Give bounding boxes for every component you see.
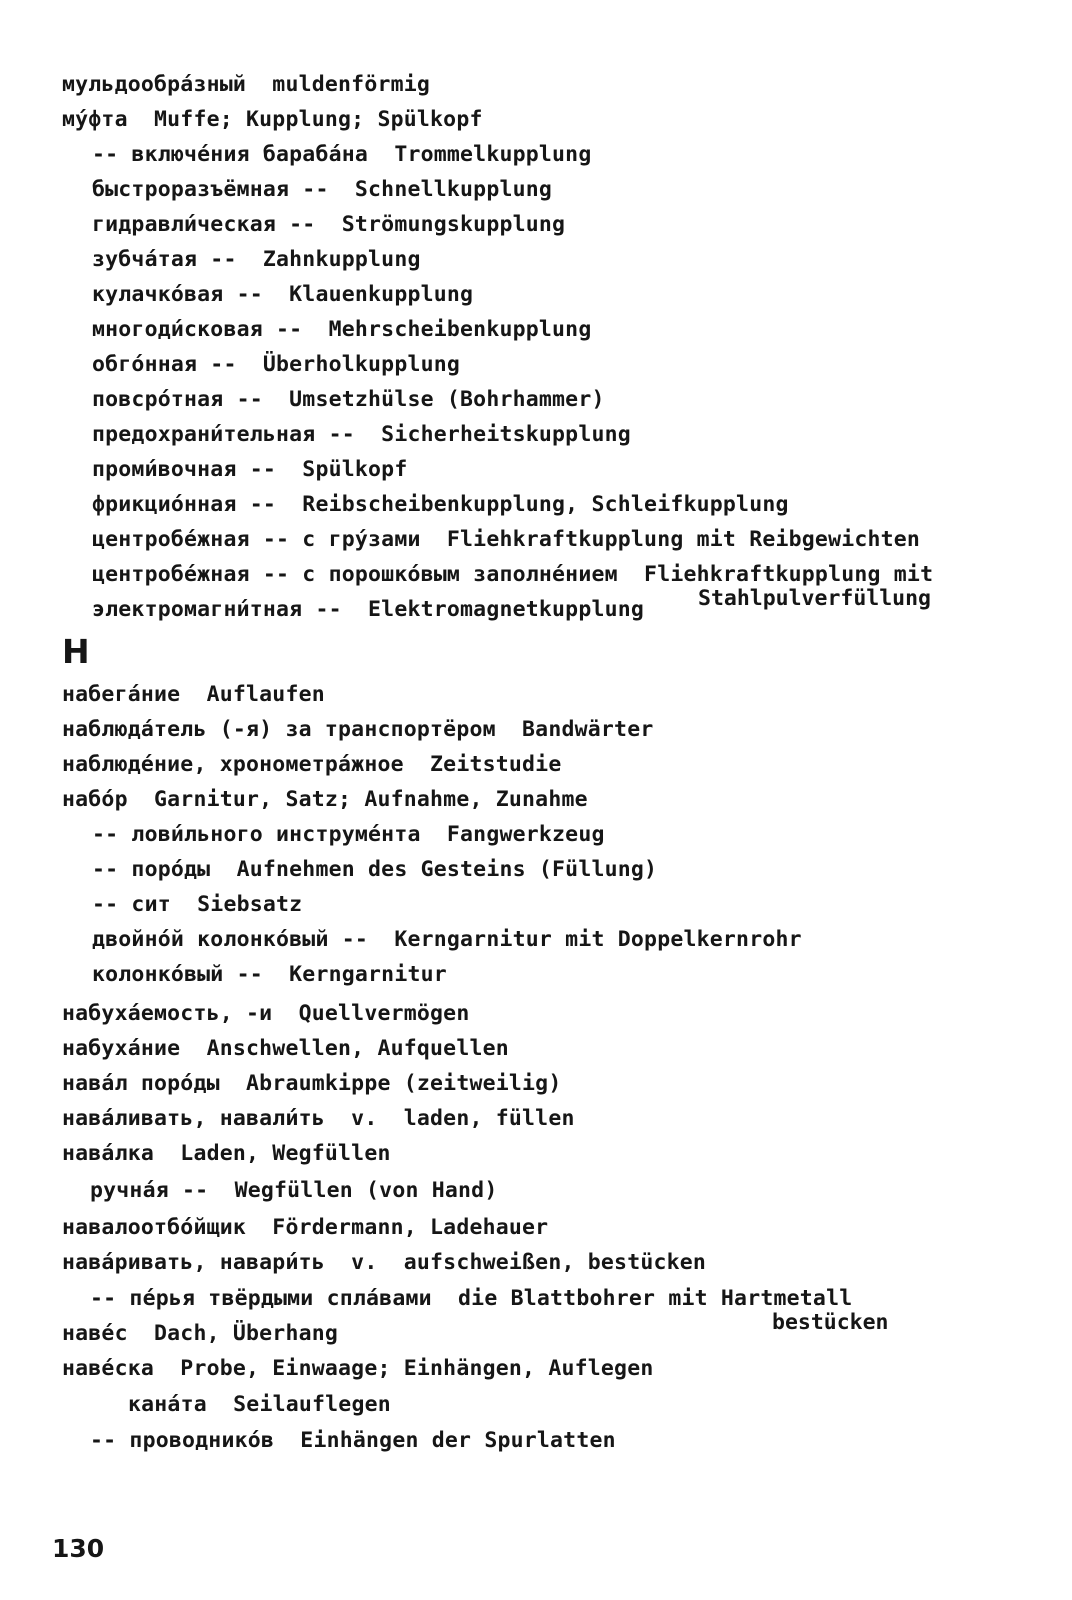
entry-line: -- поро́ды Aufnehmen des Gesteins (Füllung)	[92, 857, 658, 882]
entry-line: многоди́сковая -- Mehrscheibenkupplung	[92, 317, 592, 342]
entry-line: обго́нная -- Überholkupplung	[92, 352, 461, 377]
entry-line: набо́р Garnitur, Satz; Aufnahme, Zunahme	[62, 787, 588, 812]
entry-line: навалоотбо́йщик Fördermann, Ladehauer	[62, 1215, 549, 1240]
entry-continuation: bestücken	[772, 1310, 889, 1335]
entry-line: центробе́жная -- с гру́зами Fliehkraftkupplung mit Reibgewichten	[92, 527, 921, 552]
entry-line: наве́ска Probe, Einwaage; Einhängen, Auflegen	[62, 1356, 654, 1381]
section-letter: Н	[62, 632, 90, 671]
page-number: 130	[52, 1534, 105, 1563]
entry-line: кана́та Seilauflegen	[128, 1392, 391, 1417]
entry-line: -- включе́ния бараба́на Trommelkupplung	[92, 142, 592, 167]
entry-line: наблюда́тель (-я) за транспортёром Bandwärter	[62, 717, 654, 742]
entry-line: быстроразъёмная -- Schnellkupplung	[92, 177, 553, 202]
entry-line: наблюде́ние, хронометра́жное Zeitstudie	[62, 752, 562, 777]
entry-line: фрикцио́нная -- Reibscheibenkupplung, Schleifkupplung	[92, 492, 789, 517]
entry-line: кулачко́вая -- Klauenkupplung	[92, 282, 474, 307]
entry-line: -- сит Siebsatz	[92, 892, 303, 917]
entry-line: проми́вочная -- Spülkopf	[92, 457, 408, 482]
entry-line: ручна́я -- Wegfüllen (von Hand)	[90, 1178, 498, 1203]
entry-continuation: Stahlpulverfüllung	[698, 586, 931, 611]
entry-line: му́фта Muffe; Kupplung; Spülkopf	[62, 107, 483, 132]
entry-line: -- лови́льного инструме́нта Fangwerkzeug	[92, 822, 605, 847]
entry-line: нава́л поро́ды Abraumkippe (zeitweilig)	[62, 1071, 562, 1096]
entry-line: электромагни́тная -- Elektromagnetkupplung	[92, 597, 645, 622]
entry-line: повсро́тная -- Umsetzhülse (Bohrhammer)	[92, 387, 605, 412]
entry-line: нава́ривать, навари́ть v. aufschweißen, bestücken	[62, 1250, 707, 1275]
entry-line: -- проводнико́в Einhängen der Spurlatten	[90, 1428, 616, 1453]
entry-line: набуха́емость, -и Quellvermögen	[62, 1001, 470, 1026]
entry-line: нава́лка Laden, Wegfüllen	[62, 1141, 391, 1166]
entry-line: -- пе́рья твёрдыми спла́вами die Blattbohrer mit Hartmetall	[90, 1286, 853, 1311]
entry-line: наве́с Dach, Überhang	[62, 1321, 339, 1346]
entry-line: набега́ние Auflaufen	[62, 682, 325, 707]
entry-line: гидравли́ческая -- Strömungskupplung	[92, 212, 566, 237]
entry-line: центробе́жная -- с порошко́вым заполне́нием Fliehkraftkupplung mit	[92, 562, 934, 587]
entry-line: двойно́й колонко́вый -- Kerngarnitur mit Doppelkernrohr	[92, 927, 802, 952]
entry-line: набуха́ние Anschwellen, Aufquellen	[62, 1036, 509, 1061]
entry-line: зубча́тая -- Zahnkupplung	[92, 247, 421, 272]
entry-line: колонко́вый -- Kerngarnitur	[92, 962, 447, 987]
entry-line: мульдообра́зный muldenförmig	[62, 72, 431, 97]
entry-line: предохрани́тельная -- Sicherheitskupplung	[92, 422, 631, 447]
entry-line: нава́ливать, навали́ть v. laden, füllen	[62, 1106, 575, 1131]
